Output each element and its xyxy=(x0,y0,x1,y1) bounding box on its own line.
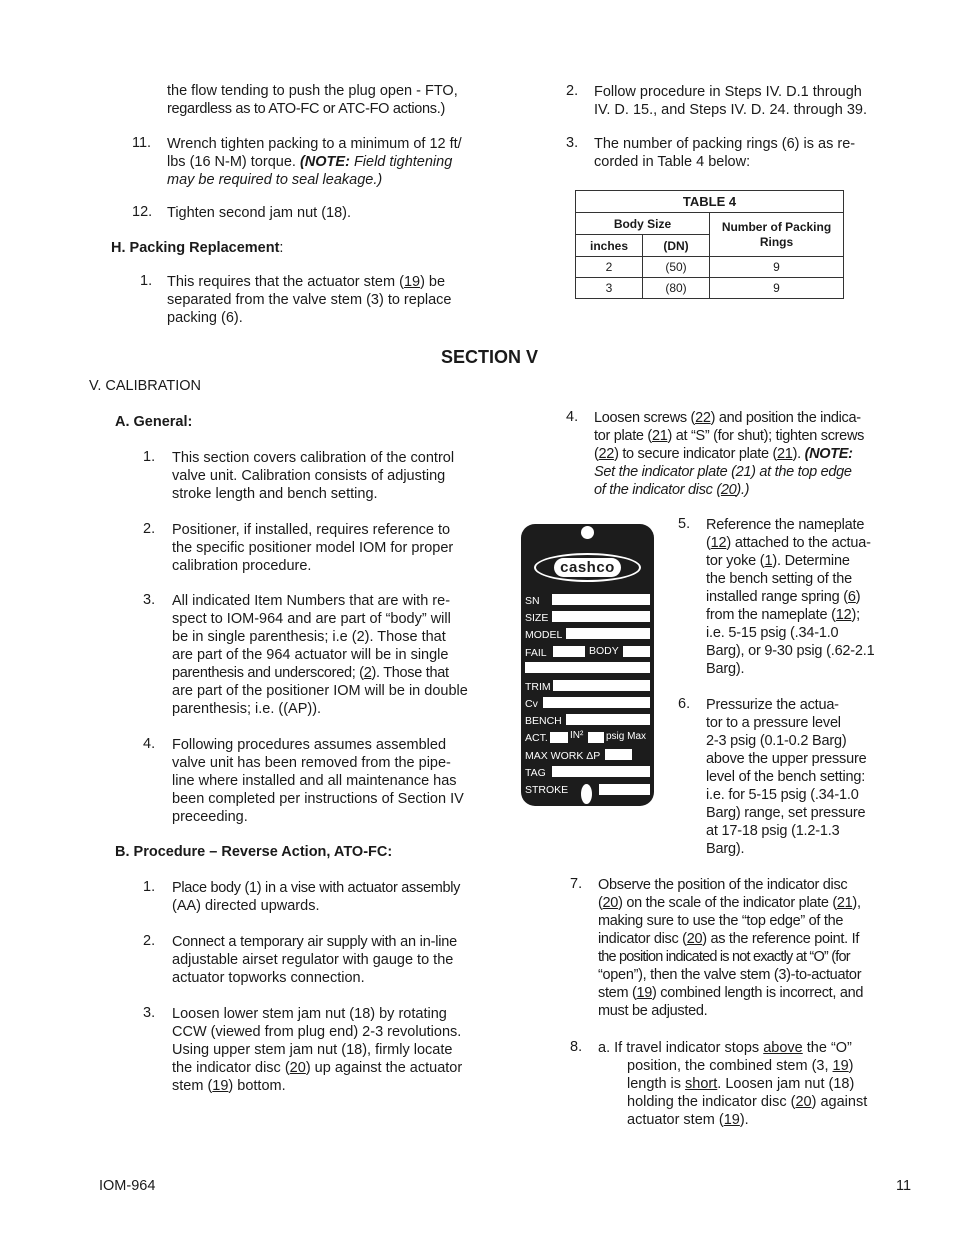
cell-dn: (80) xyxy=(643,278,710,299)
text-line: All indicated Item Numbers that are with re- xyxy=(172,593,451,609)
text-line: making sure to use the “top edge” of the xyxy=(598,913,844,929)
text-line: Connect a temporary air supply with an in-line xyxy=(172,934,457,950)
text-line: Set the indicator plate (21) at the top edge xyxy=(594,464,852,480)
text-line: holding the indicator disc (20) against xyxy=(627,1094,868,1110)
text-line: regardless as to ATO-FC or ATC-FO actions.) xyxy=(167,101,445,117)
text-line: Pressurize the actua- xyxy=(706,697,839,713)
text-line: Barg), or 9-30 psig (.62-2.1 xyxy=(706,643,875,659)
label-in2: IN² xyxy=(570,730,584,741)
procedure-3 xyxy=(172,1005,478,1095)
text-line: Loosen lower stem jam nut (18) by rotating xyxy=(172,1006,447,1022)
header-packing-rings: Number of Packing Rings xyxy=(710,213,844,257)
text-line: Place body (1) in a vise with actuator assembly xyxy=(172,880,461,896)
label-tag: TAG xyxy=(525,767,546,779)
step-12: Tighten second jam nut (18). xyxy=(167,205,352,221)
label-fail: FAIL xyxy=(525,647,547,659)
nameplate-illustration xyxy=(521,524,654,806)
text-line: tor plate (21) at “S” (for shut); tighten screws xyxy=(594,428,865,444)
general-4 xyxy=(172,736,478,826)
field-tag xyxy=(552,766,650,777)
text-line: actuator stem (19). xyxy=(627,1112,749,1128)
text-line: parenthesis; i.e. ((AP)). xyxy=(172,701,322,717)
text-line: are part of the positioner IOM will be in double xyxy=(172,683,468,699)
text-line: 2-3 psig (0.1-0.2 Barg) xyxy=(706,733,847,749)
item-number: 2. xyxy=(143,933,156,949)
field-max-work xyxy=(605,749,632,760)
field-size xyxy=(552,611,650,622)
item-number: 6. xyxy=(678,696,691,712)
item-number: 8. xyxy=(570,1039,583,1055)
cell-inches: 3 xyxy=(576,278,643,299)
text-line: Barg). xyxy=(706,661,745,677)
step-7 xyxy=(598,876,890,1020)
section-title: SECTION V xyxy=(441,347,539,367)
text-line: separated from the valve stem (3) to replace xyxy=(167,292,452,308)
field-trim xyxy=(553,680,650,691)
text-line: Following procedures assumes assembled xyxy=(172,737,447,753)
item-number: 1. xyxy=(140,273,153,289)
item-number: 3. xyxy=(143,592,156,608)
heading-packing-replacement: H. Packing Replacement: xyxy=(111,240,284,256)
text-line: length is short. Loosen jam nut (18) xyxy=(627,1076,855,1092)
label-size: SIZE xyxy=(525,612,549,624)
label-stroke: STROKE xyxy=(525,784,569,796)
item-number: 11. xyxy=(132,135,152,151)
cell-rings: 9 xyxy=(710,257,844,278)
mounting-hole xyxy=(581,526,594,539)
label-trim: TRIM xyxy=(525,681,551,693)
text-line: Reference the nameplate xyxy=(706,517,865,533)
label-act: ACT. xyxy=(525,732,548,744)
cell-inches: 2 xyxy=(576,257,643,278)
document-id: IOM-964 xyxy=(99,1178,156,1194)
item-number: 4. xyxy=(566,409,579,425)
step-11 xyxy=(167,135,477,189)
general-2 xyxy=(172,521,478,575)
text-line: actuator topworks connection. xyxy=(172,970,365,986)
text-line: installed range spring (6) xyxy=(706,589,861,605)
text-line: (12) attached to the actua- xyxy=(706,535,871,551)
text-line: the flow tending to push the plug open - FTO, xyxy=(167,83,458,99)
heading-procedure: B. Procedure – Reverse Action, ATO-FC: xyxy=(115,844,393,860)
field-bench xyxy=(566,714,650,725)
procedure-2 xyxy=(172,933,478,987)
step-3 xyxy=(594,135,889,171)
text-line: Loosen screws (22) and position the indica- xyxy=(594,410,861,426)
text-line: the bench setting of the xyxy=(706,571,852,587)
field-sn xyxy=(552,594,650,605)
page-number: 11 xyxy=(896,1178,912,1194)
text-line: CCW (viewed from plug end) 2-3 revolutions. xyxy=(172,1024,462,1040)
text-line: be in single parenthesis; i.e (2). Those that xyxy=(172,629,446,645)
text-line: at 17-18 psig (1.2-1.3 xyxy=(706,823,840,839)
step-h1 xyxy=(167,273,477,327)
label-model: MODEL xyxy=(525,629,563,641)
field-act xyxy=(550,732,568,743)
cell-rings: 9 xyxy=(710,278,844,299)
text-line: calibration procedure. xyxy=(172,558,312,574)
item-number: 2. xyxy=(566,83,579,99)
text-line: parenthesis and underscored; (2). Those that xyxy=(172,665,449,681)
text-line: (20) on the scale of the indicator plate (21), xyxy=(598,895,861,911)
text-line: are part of the 964 actuator will be in single xyxy=(172,647,449,663)
text-line: tor yoke (1). Determine xyxy=(706,553,850,569)
text-line: valve unit. Calibration consists of adjusting xyxy=(172,468,446,484)
label-sn: SN xyxy=(525,595,540,607)
text-line: spect to IOM-964 and are part of “body” will xyxy=(172,611,451,627)
field-cv xyxy=(543,697,650,708)
text-line: position, the combined stem (3, 19) xyxy=(627,1058,854,1074)
field-stroke xyxy=(599,784,650,795)
label-psig-max: psig Max xyxy=(606,731,647,742)
heading-general: A. General: xyxy=(115,414,193,430)
general-3 xyxy=(172,592,478,718)
text-line: of the indicator disc (20).) xyxy=(594,482,750,498)
text-line: level of the bench setting: xyxy=(706,769,866,785)
field-fail xyxy=(553,646,585,657)
mounting-hole xyxy=(581,784,592,804)
step-6 xyxy=(706,696,882,858)
text-line: corded in Table 4 below: xyxy=(594,154,751,170)
text-line: a. If travel indicator stops above the “O” xyxy=(598,1040,852,1056)
text-line: Barg). xyxy=(706,841,745,857)
cashco-logo: cashco xyxy=(534,553,641,582)
text-line: been completed per instructions of Section IV xyxy=(172,791,464,807)
text-line: (AA) directed upwards. xyxy=(172,898,320,914)
text-line: valve unit has been removed from the pipe- xyxy=(172,755,451,771)
general-1 xyxy=(172,449,478,503)
text-line: (22) to secure indicator plate (21). (NOTE: xyxy=(594,446,853,462)
text-line: preceeding. xyxy=(172,809,248,825)
text-line: i.e. 5-15 psig (.34-1.0 xyxy=(706,625,839,641)
step-5 xyxy=(706,516,882,678)
item-number: 1. xyxy=(143,879,156,895)
text-line: Using upper stem jam nut (18), firmly locate xyxy=(172,1042,453,1058)
text-line: indicator disc (20) as the reference point. If xyxy=(598,931,860,947)
text-line: lbs (16 N-M) torque. (NOTE: Field tightening xyxy=(167,154,453,170)
item-number: 1. xyxy=(143,449,156,465)
table-row xyxy=(576,278,844,299)
procedure-1 xyxy=(172,879,478,915)
item-number: 5. xyxy=(678,516,691,532)
text-line: Observe the position of the indicator disc xyxy=(598,877,848,893)
step-4 xyxy=(594,409,886,499)
text-line: the specific positioner model IOM for proper xyxy=(172,540,454,556)
text-line: stem (19) bottom. xyxy=(172,1078,286,1094)
text-line: This section covers calibration of the control xyxy=(172,450,455,466)
table-row xyxy=(576,257,844,278)
text-line: tor to a pressure level xyxy=(706,715,841,731)
label-body: BODY xyxy=(589,645,619,657)
table-title: TABLE 4 xyxy=(576,191,844,213)
label-cv: Cv xyxy=(525,698,538,710)
header-dn: (DN) xyxy=(643,235,710,257)
label-bench: BENCH xyxy=(525,715,562,727)
item-number: 2. xyxy=(143,521,156,537)
item-number: 7. xyxy=(570,876,583,892)
field-model xyxy=(566,628,650,639)
text-line: IV. D. 15., and Steps IV. D. 24. through 39. xyxy=(594,102,868,118)
cell-dn: (50) xyxy=(643,257,710,278)
field-blank xyxy=(525,662,650,673)
field-body xyxy=(623,646,650,657)
field-psig xyxy=(588,732,604,743)
text-line: packing (6). xyxy=(167,310,243,326)
calibration-label: V. CALIBRATION xyxy=(89,378,202,394)
text-line: stroke length and bench setting. xyxy=(172,486,378,502)
text-line: the indicator disc (20) up against the actuator xyxy=(172,1060,463,1076)
text-line: i.e. for 5-15 psig (.34-1.0 xyxy=(706,787,859,803)
text-line: Wrench tighten packing to a minimum of 12 ft/ xyxy=(167,136,462,152)
text-line: above the upper pressure xyxy=(706,751,867,767)
text-line: the position indicated is not exactly at “O” (for xyxy=(598,949,850,965)
text-line: from the nameplate (12); xyxy=(706,607,860,623)
item-number: 12. xyxy=(132,204,153,220)
text-line: adjustable airset regulator with gauge to the xyxy=(172,952,454,968)
text-line: Positioner, if installed, requires reference to xyxy=(172,522,451,538)
text-line: This requires that the actuator stem (19) be xyxy=(167,274,446,290)
text-line: stem (19) combined length is incorrect, and xyxy=(598,985,864,1001)
continued-text xyxy=(167,82,477,118)
text-line: “open”), then the valve stem (3)-to-actuator xyxy=(598,967,862,983)
label-max-work: MAX WORK ΔP xyxy=(525,750,601,762)
header-body-size: Body Size xyxy=(576,213,710,235)
header-inches: inches xyxy=(576,235,643,257)
text-line: must be adjusted. xyxy=(598,1003,708,1019)
table-4 xyxy=(575,190,844,299)
text-line: Follow procedure in Steps IV. D.1 through xyxy=(594,84,862,100)
text-line: line where installed and all maintenance has xyxy=(172,773,457,789)
step-2 xyxy=(594,83,889,119)
step-8 xyxy=(598,1039,890,1129)
item-number: 4. xyxy=(143,736,156,752)
text-line: Barg) range, set pressure xyxy=(706,805,866,821)
text-line: The number of packing rings (6) is as re- xyxy=(594,136,856,152)
text-line: may be required to seal leakage.) xyxy=(167,172,383,188)
item-number: 3. xyxy=(566,135,579,151)
item-number: 3. xyxy=(143,1005,156,1021)
